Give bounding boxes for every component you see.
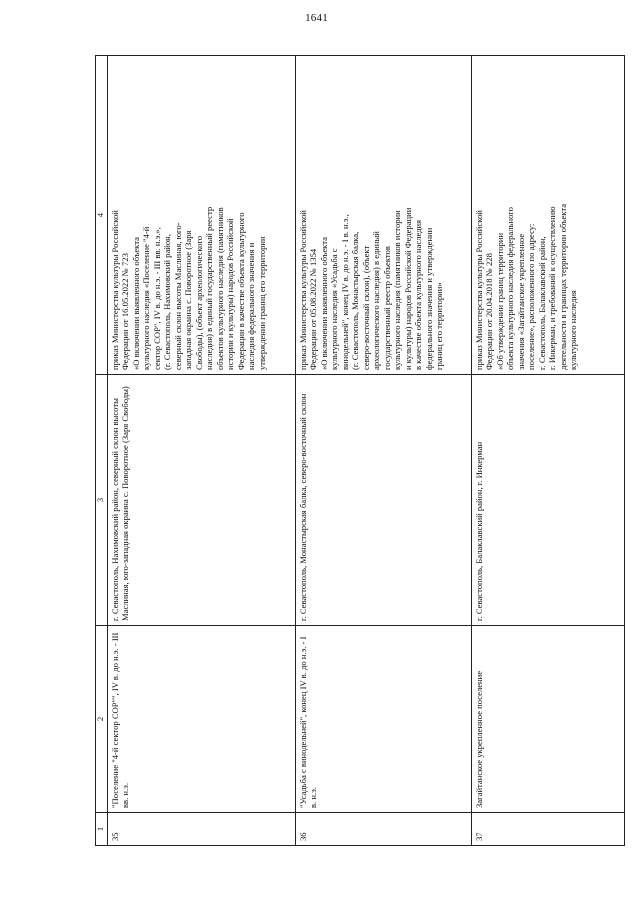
- document-line: объектов культурного наследия (памятников: [214, 207, 225, 370]
- row-number: 36: [296, 813, 472, 846]
- document-line: наследия федерального значения и: [246, 242, 257, 370]
- document-line: винодельней", конец IV в. до н.э. - I в. н.э.,: [339, 214, 350, 370]
- document-line: (г. Севастополь, Нахимовский район,: [162, 234, 173, 370]
- object-name-cell: Загайтанское укрепленное поселение: [472, 626, 625, 813]
- page-number: 1641: [305, 12, 328, 24]
- table-row: [472, 56, 625, 846]
- object-location-cell: г. Севастополь, Нахимовский район, северный склон высоты Маслиная, юго-западная окраина с. Поворотное (Заря Свободы): [108, 375, 296, 626]
- document-line: западная окраина с. Поворотное (Заря: [183, 230, 194, 370]
- document-line: северо-восточный склон), (объект: [360, 245, 371, 370]
- object-location-cell: г. Севастополь, Монастырская балка, северо-восточный склон: [296, 375, 472, 626]
- document-line: «О включении выявленного объекта: [130, 237, 141, 370]
- document-line: Федерации от 20.04.2018 № 228: [484, 253, 495, 370]
- document-line: культурного наследия: [568, 290, 579, 370]
- document-line: Федерации от 05.08.2022 № 1354: [308, 248, 319, 370]
- document-line: Федерации от 16.05.2022 № 723: [120, 253, 131, 370]
- column-header-2: 2: [96, 626, 108, 813]
- document-line: приказ Министерства культуры Российской: [110, 210, 120, 370]
- column-header-3: 3: [96, 375, 108, 626]
- legal-document-cell: [108, 56, 296, 375]
- document-line: «О включении выявленного объекта: [318, 237, 329, 370]
- heritage-register-table: [95, 55, 625, 846]
- document-line: истории и культуры) народов Российской: [225, 218, 236, 370]
- legal-document-cell: [472, 56, 625, 375]
- row-number: 37: [472, 813, 625, 846]
- document-line: приказ Министерства культуры Российской: [474, 210, 484, 370]
- table-row: [296, 56, 472, 846]
- document-line: (г. Севастополь, Монастырская балка,: [350, 231, 361, 370]
- document-line: объекта культурного наследия федерального: [505, 207, 516, 370]
- document-line: Федерации в качестве объекта культурного: [235, 212, 246, 370]
- document-line: северный склон высоты Маслиная, юго-: [172, 222, 183, 370]
- document-line: утверждении границ его территории: [256, 236, 267, 370]
- document-line: поселение», расположенного по адресу:: [526, 223, 537, 370]
- document-line: приказ Министерства культуры Российской: [298, 210, 308, 370]
- rotated-table-container: [95, 56, 625, 846]
- document-line: «Об утверждении границ территории: [494, 232, 505, 370]
- document-line: и культуры) народов Российской Федерации: [402, 207, 413, 370]
- object-location-cell: г. Севастополь, Балаклавский район, г. Инкерман: [472, 375, 625, 626]
- document-line: сектор СОР", IV в. до н.э. - III вв. н.э.»,: [151, 227, 162, 370]
- row-number: 35: [108, 813, 296, 846]
- document-line: г. Инкерман, и требований к осуществлению: [547, 206, 558, 370]
- document-line: государственный реестр объектов: [381, 246, 392, 370]
- table-row: [108, 56, 296, 846]
- document-line: значения «Загайтанское укрепленное: [515, 233, 526, 370]
- document-line: границ его территории»: [434, 282, 445, 370]
- document-line: культурного наследия «Усадьба с: [329, 248, 340, 370]
- table-header-row: [96, 56, 108, 846]
- document-line: наследия) в единый государственный реестр: [204, 206, 215, 370]
- document-line: культурного наследия «Поселение "4-й: [141, 226, 152, 370]
- document-line: в качестве объекта культурного наследия: [413, 219, 424, 370]
- object-name-cell: "Усадьба с винодельней", конец IV в. до н.э. - I в. н.э.: [296, 626, 472, 813]
- column-header-1: 1: [96, 813, 108, 846]
- legal-document-cell: [296, 56, 472, 375]
- column-header-4: 4: [96, 56, 108, 375]
- document-line: г. Севастополь, Балаклавский район,: [536, 236, 547, 370]
- document-line: археологического наследия) в единый: [371, 231, 382, 370]
- object-name-cell: "Поселение "4-й сектор СОР"", IV в. до н.э. - III вв. н.э.: [108, 626, 296, 813]
- document-line: культурного наследия (памятников истории: [392, 210, 403, 370]
- document-line: федерального значения и утверждении: [423, 227, 434, 370]
- document-line: деятельности в границах территории объекта: [557, 203, 568, 370]
- document-line: Свободы), (объект археологического: [193, 235, 204, 370]
